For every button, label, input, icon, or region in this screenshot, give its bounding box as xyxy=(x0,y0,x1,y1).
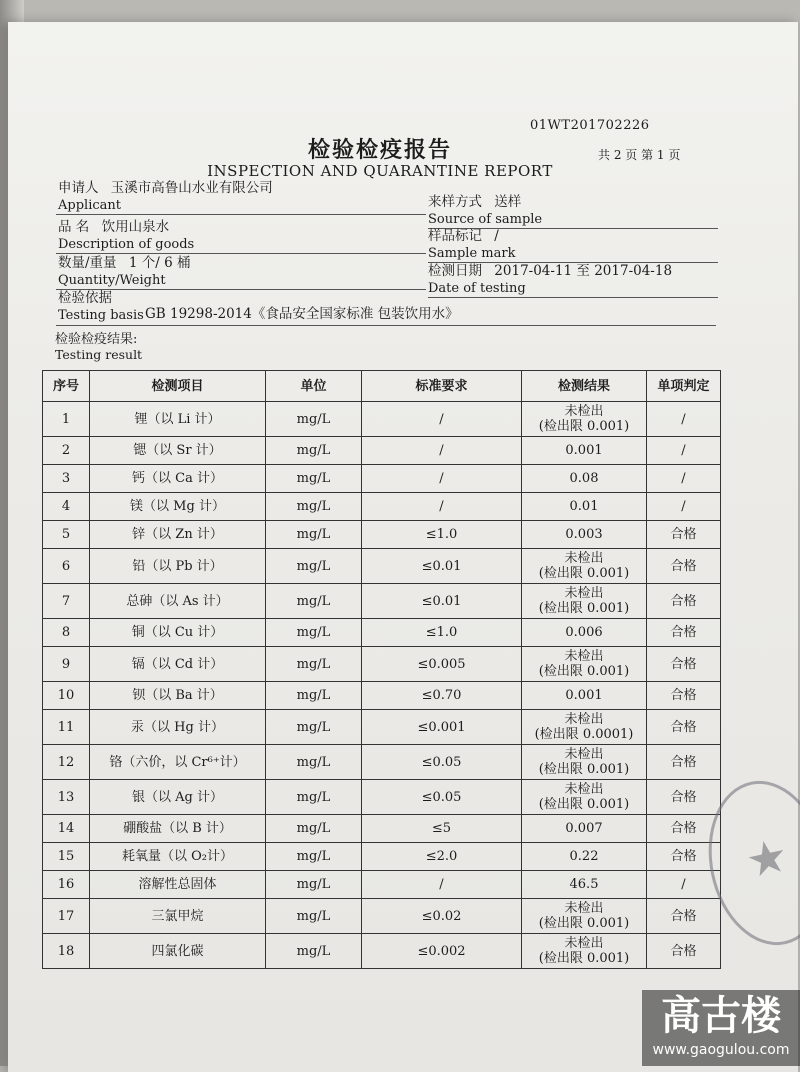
col-header-judgement: 单项判定 xyxy=(647,371,721,402)
goods-value: 饮用山泉水 xyxy=(101,219,170,235)
applicant-label: 申请人 xyxy=(58,180,99,196)
cell-result xyxy=(522,647,647,682)
cell-standard: / xyxy=(362,402,522,437)
cell-judgement: 合格 xyxy=(647,682,721,710)
cell-item: 总砷（以 As 计） xyxy=(90,584,266,619)
cell-item: 锶（以 Sr 计） xyxy=(90,437,266,465)
detection-limit: (检出限 0.001) xyxy=(538,566,630,581)
test-date-label: 检测日期 xyxy=(428,263,482,279)
cell-item: 硼酸盐（以 B 计） xyxy=(90,815,266,843)
cell-judgement: 合格 xyxy=(647,899,721,934)
col-header-unit: 单位 xyxy=(266,371,362,402)
col-header-item: 检测项目 xyxy=(90,371,266,402)
cell-unit: mg/L xyxy=(266,493,362,521)
cell-result xyxy=(522,780,647,815)
cell-unit: mg/L xyxy=(266,934,362,969)
cell-judgement: 合格 xyxy=(647,934,721,969)
result-value: 0.01 xyxy=(569,499,599,514)
cell-standard: ≤1.0 xyxy=(362,521,522,549)
goods-field xyxy=(58,219,194,253)
col-header-standard: 标准要求 xyxy=(362,371,522,402)
cell-no: 6 xyxy=(43,549,90,584)
cell-result xyxy=(522,465,647,493)
cell-no: 16 xyxy=(43,871,90,899)
cell-standard: ≤2.0 xyxy=(362,843,522,871)
cell-item: 镁（以 Mg 计） xyxy=(90,493,266,521)
result-value: 未检出 xyxy=(564,551,604,566)
cell-item: 三氯甲烷 xyxy=(90,899,266,934)
cell-judgement: 合格 xyxy=(647,815,721,843)
table-row xyxy=(43,710,721,745)
col-header-result: 检测结果 xyxy=(522,371,647,402)
cell-no: 15 xyxy=(43,843,90,871)
result-value: 0.006 xyxy=(565,625,603,640)
cell-judgement: 合格 xyxy=(647,843,721,871)
source-value: 送样 xyxy=(494,194,522,210)
table-row xyxy=(43,584,721,619)
source-field xyxy=(428,194,542,228)
table-row xyxy=(43,871,721,899)
detection-limit: (检出限 0.0001) xyxy=(534,727,634,742)
cell-result xyxy=(522,710,647,745)
quantity-value: 1 个/ 6 桶 xyxy=(128,255,191,271)
table-row xyxy=(43,780,721,815)
cell-result xyxy=(522,745,647,780)
applicant-value: 玉溪市高鲁山水业有限公司 xyxy=(110,180,273,196)
sample-mark-value: / xyxy=(494,228,499,244)
detection-limit: (检出限 0.001) xyxy=(538,664,630,679)
result-label: 检验检疫结果: xyxy=(55,332,138,347)
divider xyxy=(56,253,426,254)
cell-standard: / xyxy=(362,493,522,521)
source-label-en: Source of sample xyxy=(428,212,543,227)
cell-item: 铬（六价，以 Cr⁶⁺计） xyxy=(90,745,266,780)
official-seal-stamp: ★ xyxy=(694,770,800,956)
cell-no: 13 xyxy=(43,780,90,815)
cell-standard: ≤0.01 xyxy=(362,549,522,584)
cell-standard: / xyxy=(362,437,522,465)
table-row xyxy=(43,549,721,584)
cell-result xyxy=(522,549,647,584)
basis-label: 检验依据 xyxy=(58,290,112,306)
cell-no: 10 xyxy=(43,682,90,710)
cell-unit: mg/L xyxy=(266,437,362,465)
cell-standard: ≤1.0 xyxy=(362,619,522,647)
cell-standard: ≤0.005 xyxy=(362,647,522,682)
cell-result xyxy=(522,619,647,647)
cell-unit: mg/L xyxy=(266,465,362,493)
goods-label: 品 名 xyxy=(58,219,90,235)
cell-no: 3 xyxy=(43,465,90,493)
table-row xyxy=(43,899,721,934)
cell-unit: mg/L xyxy=(266,521,362,549)
cell-result xyxy=(522,493,647,521)
detection-limit: (检出限 0.001) xyxy=(538,601,630,616)
cell-no: 7 xyxy=(43,584,90,619)
cell-judgement: 合格 xyxy=(647,619,721,647)
cell-standard: ≤0.05 xyxy=(362,745,522,780)
cell-item: 铜（以 Cu 计） xyxy=(90,619,266,647)
test-date-field xyxy=(428,263,672,297)
cell-unit: mg/L xyxy=(266,780,362,815)
detection-limit: (检出限 0.001) xyxy=(538,797,630,812)
cell-unit: mg/L xyxy=(266,899,362,934)
report-title-en: INSPECTION AND QUARANTINE REPORT xyxy=(207,162,553,180)
page-info: 共 2 页 第 1 页 xyxy=(598,148,681,162)
cell-unit: mg/L xyxy=(266,402,362,437)
result-value: 0.001 xyxy=(565,443,603,458)
cell-unit: mg/L xyxy=(266,843,362,871)
cell-judgement: / xyxy=(647,871,721,899)
cell-item: 耗氧量（以 O₂计） xyxy=(90,843,266,871)
result-value: 0.007 xyxy=(565,821,603,836)
cell-item: 锂（以 Li 计） xyxy=(90,402,266,437)
result-value: 未检出 xyxy=(564,747,604,762)
sample-mark-field xyxy=(428,228,515,262)
basis-label-en: Testing basis xyxy=(58,308,144,323)
cell-unit: mg/L xyxy=(266,871,362,899)
detection-limit: (检出限 0.001) xyxy=(538,951,630,966)
cell-no: 5 xyxy=(43,521,90,549)
cell-no: 2 xyxy=(43,437,90,465)
cell-no: 11 xyxy=(43,710,90,745)
cell-unit: mg/L xyxy=(266,682,362,710)
quantity-field xyxy=(58,255,190,289)
result-value: 未检出 xyxy=(564,901,604,916)
table-row xyxy=(43,647,721,682)
result-value: 0.001 xyxy=(565,688,603,703)
table-row xyxy=(43,521,721,549)
cell-item: 钙（以 Ca 计） xyxy=(90,465,266,493)
result-value: 未检出 xyxy=(564,404,604,419)
table-row xyxy=(43,815,721,843)
cell-unit: mg/L xyxy=(266,549,362,584)
cell-no: 17 xyxy=(43,899,90,934)
detection-limit: (检出限 0.001) xyxy=(538,419,630,434)
cell-standard: ≤0.02 xyxy=(362,899,522,934)
cell-judgement: 合格 xyxy=(647,647,721,682)
result-value: 0.22 xyxy=(569,849,599,864)
table-row xyxy=(43,465,721,493)
cell-no: 12 xyxy=(43,745,90,780)
cell-judgement: / xyxy=(647,402,721,437)
cell-judgement: / xyxy=(647,465,721,493)
result-value: 未检出 xyxy=(564,586,604,601)
cell-item: 钡（以 Ba 计） xyxy=(90,682,266,710)
result-value: 0.08 xyxy=(569,471,599,486)
watermark-text: 高古楼 xyxy=(661,993,781,1039)
cell-item: 锌（以 Zn 计） xyxy=(90,521,266,549)
cell-no: 8 xyxy=(43,619,90,647)
cell-unit: mg/L xyxy=(266,647,362,682)
result-value: 未检出 xyxy=(564,936,604,951)
cell-item: 银（以 Ag 计） xyxy=(90,780,266,815)
cell-item: 汞（以 Hg 计） xyxy=(90,710,266,745)
table-row xyxy=(43,493,721,521)
goods-label-en: Description of goods xyxy=(58,237,195,252)
cell-standard: ≤5 xyxy=(362,815,522,843)
cell-unit: mg/L xyxy=(266,745,362,780)
cell-standard: / xyxy=(362,871,522,899)
cell-judgement: / xyxy=(647,437,721,465)
cell-judgement: 合格 xyxy=(647,549,721,584)
cell-judgement: 合格 xyxy=(647,584,721,619)
report-number: 01WT201702226 xyxy=(530,118,650,133)
table-row xyxy=(43,682,721,710)
cell-result xyxy=(522,899,647,934)
cell-standard: ≤0.70 xyxy=(362,682,522,710)
result-value: 未检出 xyxy=(564,782,604,797)
basis-value: GB 19298-2014《食品安全国家标准 包装饮用水》 xyxy=(145,306,459,322)
cell-no: 9 xyxy=(43,647,90,682)
watermark-url: www.gaogulou.com xyxy=(652,1042,790,1058)
cell-standard: ≤0.05 xyxy=(362,780,522,815)
cell-result xyxy=(522,402,647,437)
divider xyxy=(428,297,718,298)
result-value: 未检出 xyxy=(564,712,604,727)
quantity-label-en: Quantity/Weight xyxy=(58,273,166,288)
cell-judgement: 合格 xyxy=(647,521,721,549)
site-watermark xyxy=(642,990,800,1066)
cell-result xyxy=(522,437,647,465)
cell-result xyxy=(522,871,647,899)
result-value: 未检出 xyxy=(564,649,604,664)
result-label-en: Testing result xyxy=(55,347,143,362)
col-header-no: 序号 xyxy=(43,371,90,402)
table-row xyxy=(43,843,721,871)
cell-standard: ≤0.01 xyxy=(362,584,522,619)
divider xyxy=(56,325,716,326)
cell-result xyxy=(522,815,647,843)
cell-result xyxy=(522,682,647,710)
cell-judgement: 合格 xyxy=(647,780,721,815)
table-row xyxy=(43,619,721,647)
table-header-row xyxy=(43,371,721,402)
cell-judgement: 合格 xyxy=(647,710,721,745)
cell-no: 18 xyxy=(43,934,90,969)
cell-result xyxy=(522,934,647,969)
report-title-cn: 检验检疫报告 xyxy=(307,137,452,163)
divider xyxy=(56,214,426,215)
basis-field xyxy=(58,290,144,324)
detection-limit: (检出限 0.001) xyxy=(538,762,630,777)
cell-unit: mg/L xyxy=(266,584,362,619)
cell-judgement: / xyxy=(647,493,721,521)
source-label: 来样方式 xyxy=(428,194,482,210)
result-value: 46.5 xyxy=(569,877,599,892)
cell-judgement: 合格 xyxy=(647,745,721,780)
cell-standard: ≤0.001 xyxy=(362,710,522,745)
cell-standard: ≤0.002 xyxy=(362,934,522,969)
sample-mark-label: 样品标记 xyxy=(428,228,482,244)
applicant-label-en: Applicant xyxy=(58,198,121,213)
detection-limit: (检出限 0.001) xyxy=(538,916,630,931)
cell-result xyxy=(522,584,647,619)
test-date-label-en: Date of testing xyxy=(428,281,526,296)
cell-item: 溶解性总固体 xyxy=(90,871,266,899)
cell-unit: mg/L xyxy=(266,815,362,843)
cell-no: 4 xyxy=(43,493,90,521)
cell-unit: mg/L xyxy=(266,619,362,647)
table-row xyxy=(43,745,721,780)
quantity-label: 数量/重量 xyxy=(58,255,117,271)
test-date-value: 2017-04-11 至 2017-04-18 xyxy=(494,263,673,279)
result-value: 0.003 xyxy=(565,527,603,542)
cell-item: 镉（以 Cd 计） xyxy=(90,647,266,682)
cell-unit: mg/L xyxy=(266,710,362,745)
sample-mark-label-en: Sample mark xyxy=(428,246,516,261)
cell-item: 铅（以 Pb 计） xyxy=(90,549,266,584)
table-row xyxy=(43,402,721,437)
cell-item: 四氯化碳 xyxy=(90,934,266,969)
cell-standard: / xyxy=(362,465,522,493)
cell-result xyxy=(522,521,647,549)
cell-result xyxy=(522,843,647,871)
applicant-field xyxy=(58,180,273,214)
table-row xyxy=(43,934,721,969)
cell-no: 1 xyxy=(43,402,90,437)
cell-no: 14 xyxy=(43,815,90,843)
results-table xyxy=(42,370,721,969)
table-row xyxy=(43,437,721,465)
